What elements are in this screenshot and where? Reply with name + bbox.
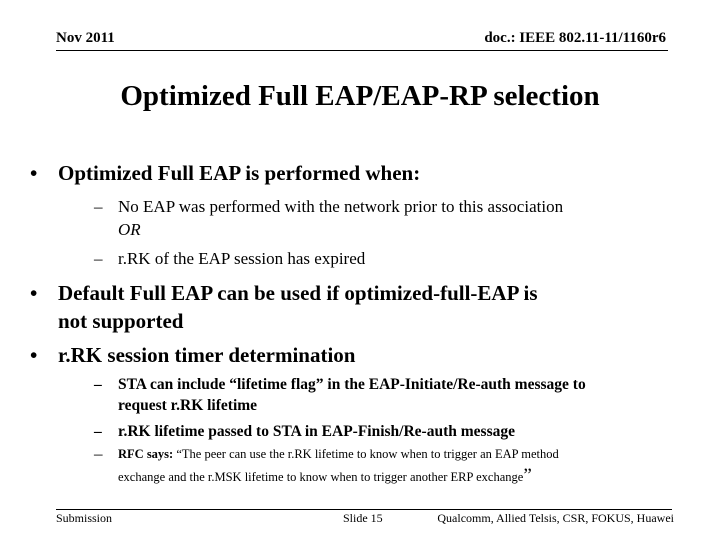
bullet-3-sub-1-text: STA can include “lifetime flag” in the EAP-Initiate/Re-auth message to	[118, 376, 586, 393]
bullet-2-text-line1: Default Full EAP can be used if optimized-full-EAP is	[58, 281, 538, 305]
header-date: Nov 2011	[56, 30, 115, 46]
rfc-text-1: “The peer can use the r.RK lifetime to know when to trigger an EAP method	[173, 447, 559, 461]
bullet-1-sub-2-text: r.RK of the EAP session has expired	[118, 249, 366, 268]
bullet-3-sub-2-text: r.RK lifetime passed to STA in EAP-Finish/Re-auth message	[118, 423, 515, 440]
bullet-1-sub-1-text: No EAP was performed with the network prior to this association	[118, 197, 564, 216]
dash-icon: –	[94, 444, 103, 463]
bullet-1-sub-or-text: OR	[118, 220, 141, 239]
header-divider	[56, 50, 668, 51]
bullet-icon: •	[30, 281, 38, 305]
slide-title: Optimized Full EAP/EAP-RP selection	[120, 80, 600, 112]
bullet-3-text: r.RK session timer determination	[58, 343, 356, 367]
rfc-close-quote: ”	[523, 465, 532, 486]
rfc-label: RFC says:	[118, 447, 174, 461]
footer-divider	[56, 509, 672, 510]
dash-icon: –	[94, 423, 102, 440]
bullet-icon: •	[30, 161, 38, 185]
footer-authors: Qualcomm, Allied Telsis, CSR, FOKUS, Huawei	[437, 511, 674, 525]
bullet-2-text-line2: not supported	[58, 309, 184, 333]
header-doc-id: doc.: IEEE 802.11-11/1160r6	[484, 30, 666, 46]
footer-slide-number: Slide 15	[343, 511, 383, 525]
rfc-quote-line2	[118, 465, 678, 488]
bullet-icon: •	[30, 343, 38, 367]
rfc-quote-line1	[118, 443, 678, 465]
dash-icon: –	[94, 376, 102, 393]
dash-icon: –	[94, 249, 103, 268]
bullet-3-sub-1-text-line2: request r.RK lifetime	[118, 397, 258, 414]
rfc-text-2: exchange and the r.MSK lifetime to know when to trigger another ERP exchange	[118, 470, 524, 484]
bullet-1-text: Optimized Full EAP is performed when:	[58, 161, 421, 185]
footer-submission: Submission	[56, 511, 113, 525]
dash-icon: –	[94, 197, 103, 216]
